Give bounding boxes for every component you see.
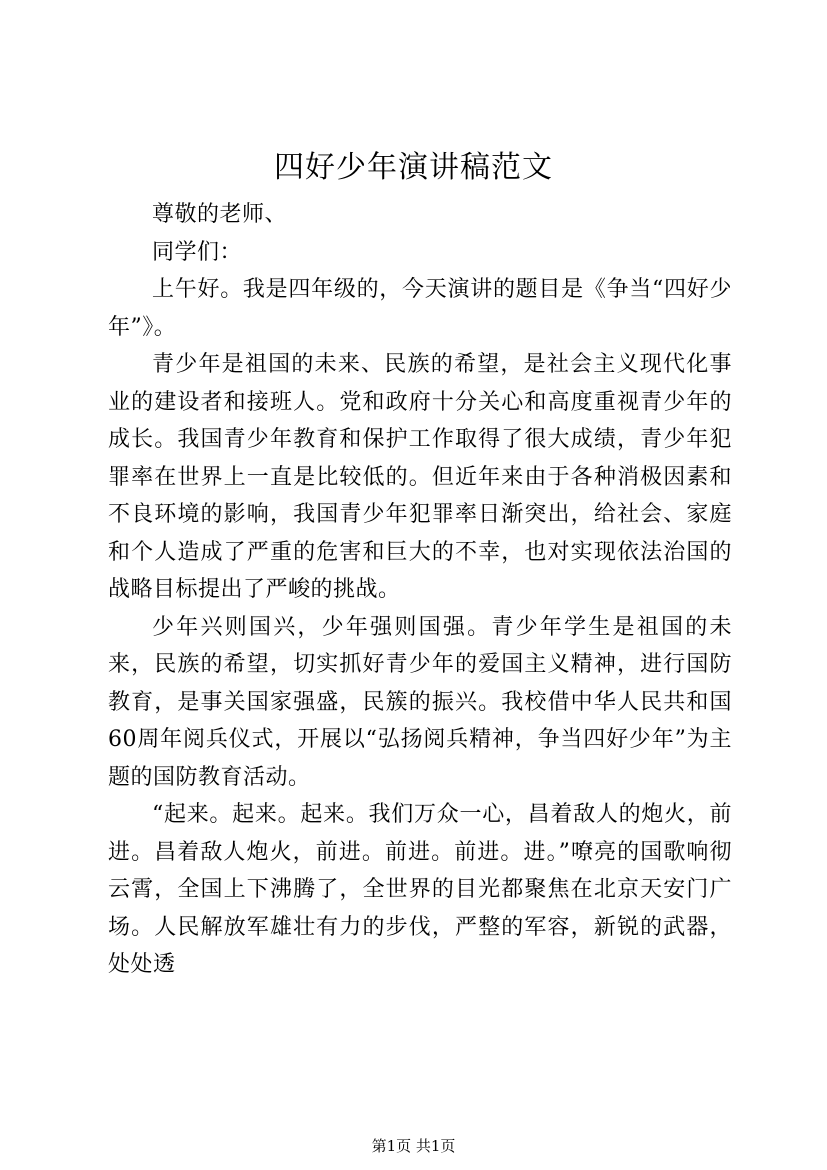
paragraph-youth-future: 青少年是祖国的未来、民族的希望，是社会主义现代化事业的建设者和接班人。党和政府十分关心和高度重视青少年的成长。我国青少年教育和保护工作取得了很大成绩，青少年犯罪率在世界上一直是比较低的。但近年来由于各种消极因素和不良环境的影响，我国青少年犯罪率日渐突出，给社会、家庭和个人造成了严重的危害和巨大的不幸，也对实现依法治国的战略目标提出了严峻的挑战。 xyxy=(108,352,732,602)
paragraph-salutation-2: 同学们： xyxy=(152,239,243,265)
page-number-footer: 第1页 共1页 xyxy=(371,1137,456,1155)
document-title: 四好少年演讲稿范文 xyxy=(274,150,553,185)
document-body xyxy=(108,196,732,984)
paragraph-greeting: 上午好。我是四年级的，今天演讲的题目是《争当“四好少年”》。 xyxy=(108,277,732,340)
paragraph-anthem: “起来。起来。起来。我们万众一心，昌着敌人的炮火，前进。昌着敌人炮火，前进。前进。前进。进。”嘹亮的国歌响彻云霄，全国上下沸腾了，全世界的目光都聚焦在北京天安门广场。人民解放军雄壮有力的步伐，严整的军容，新锐的武器，处处透 xyxy=(108,802,732,977)
paragraph-salutation-1: 尊敬的老师、 xyxy=(152,202,288,227)
paragraph-national-defense: 少年兴则国兴，少年强则国强。青少年学生是祖国的未来，民族的希望，切实抓好青少年的爱国主义精神，进行国防教育，是事关国家强盛，民簇的振兴。我校借中华人民共和国60周年阅兵仪式，开展以“弘扬阅兵精神，争当四好少年”为主题的国防教育活动。 xyxy=(108,614,732,790)
